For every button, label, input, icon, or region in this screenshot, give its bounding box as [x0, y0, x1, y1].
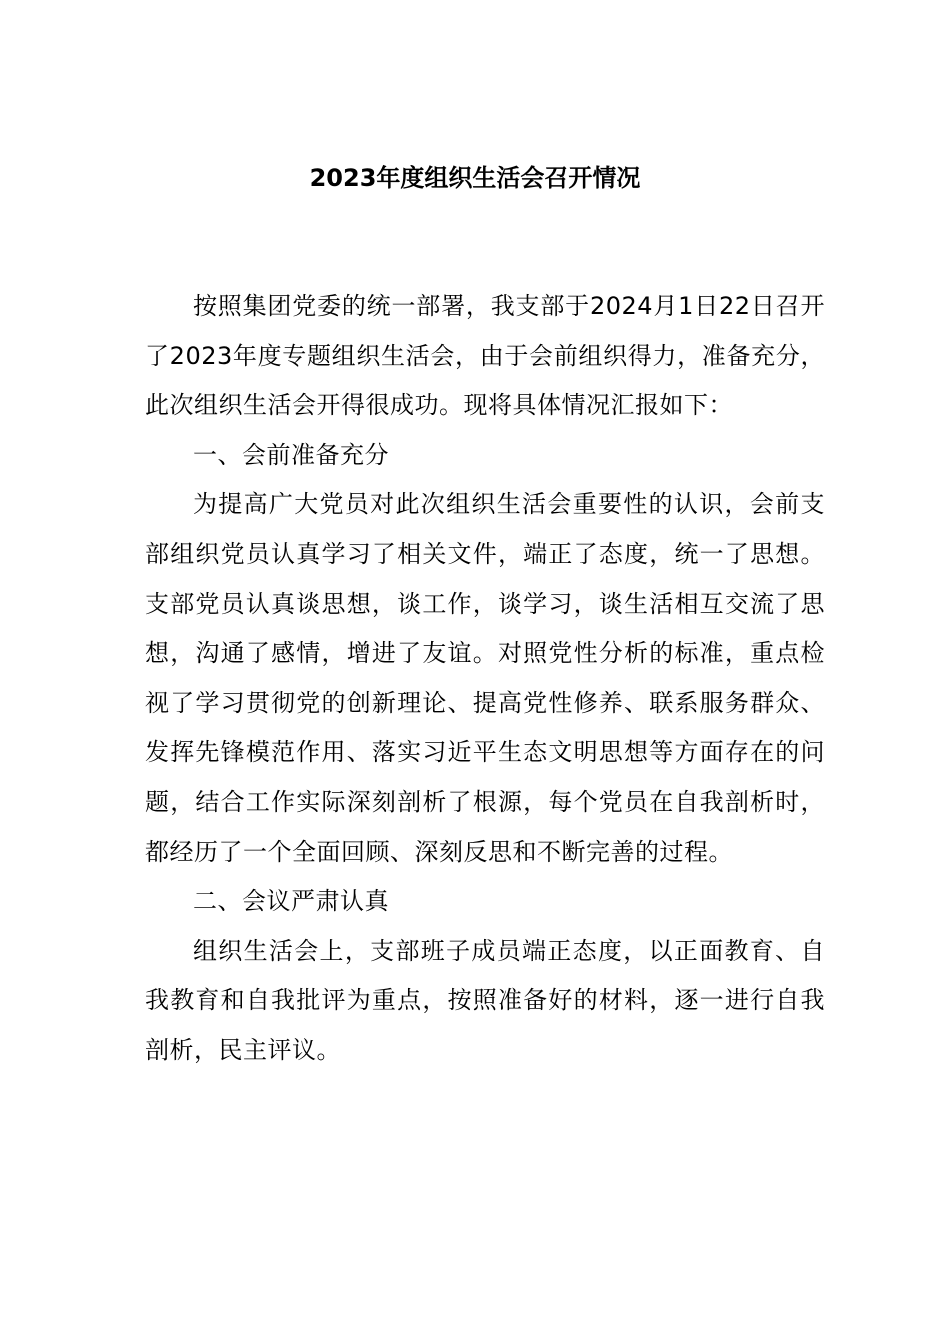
- section-1-paragraph: 为提高广大党员对此次组织生活会重要性的认识，会前支部组织党员认真学习了相关文件，端正了态度，统一了思想。支部党员认真谈思想，谈工作，谈学习，谈生活相互交流了思想，沟通了感情，增进了友谊。对照党性分析的标准，重点检视了学习贯彻党的创新理论、提高党性修养、联系服务群众、发挥先锋模范作用、落实习近平生态文明思想等方面存在的问题，结合工作实际深刻剖析了根源，每个党员在自我剖析时，都经历了一个全面回顾、深刻反思和不断完善的过程。: [145, 490, 825, 866]
- section-heading-1: 一、会前准备充分: [193, 440, 389, 469]
- intro-paragraph: 按照集团党委的统一部署，我支部于2024月1日22日召开了2023年度专题组织生活会，由于会前组织得力，准备充分，此次组织生活会开得很成功。现将具体情况汇报如下：: [145, 292, 825, 420]
- section-heading-2: 二、会议严肃认真: [193, 887, 389, 916]
- document-title: 2023年度组织生活会召开情况: [309, 164, 641, 192]
- section-2-paragraph: 组织生活会上，支部班子成员端正态度，以正面教育、自我教育和自我批评为重点，按照准备好的材料，逐一进行自我剖析，民主评议。: [145, 936, 825, 1064]
- document-body: [145, 282, 825, 1076]
